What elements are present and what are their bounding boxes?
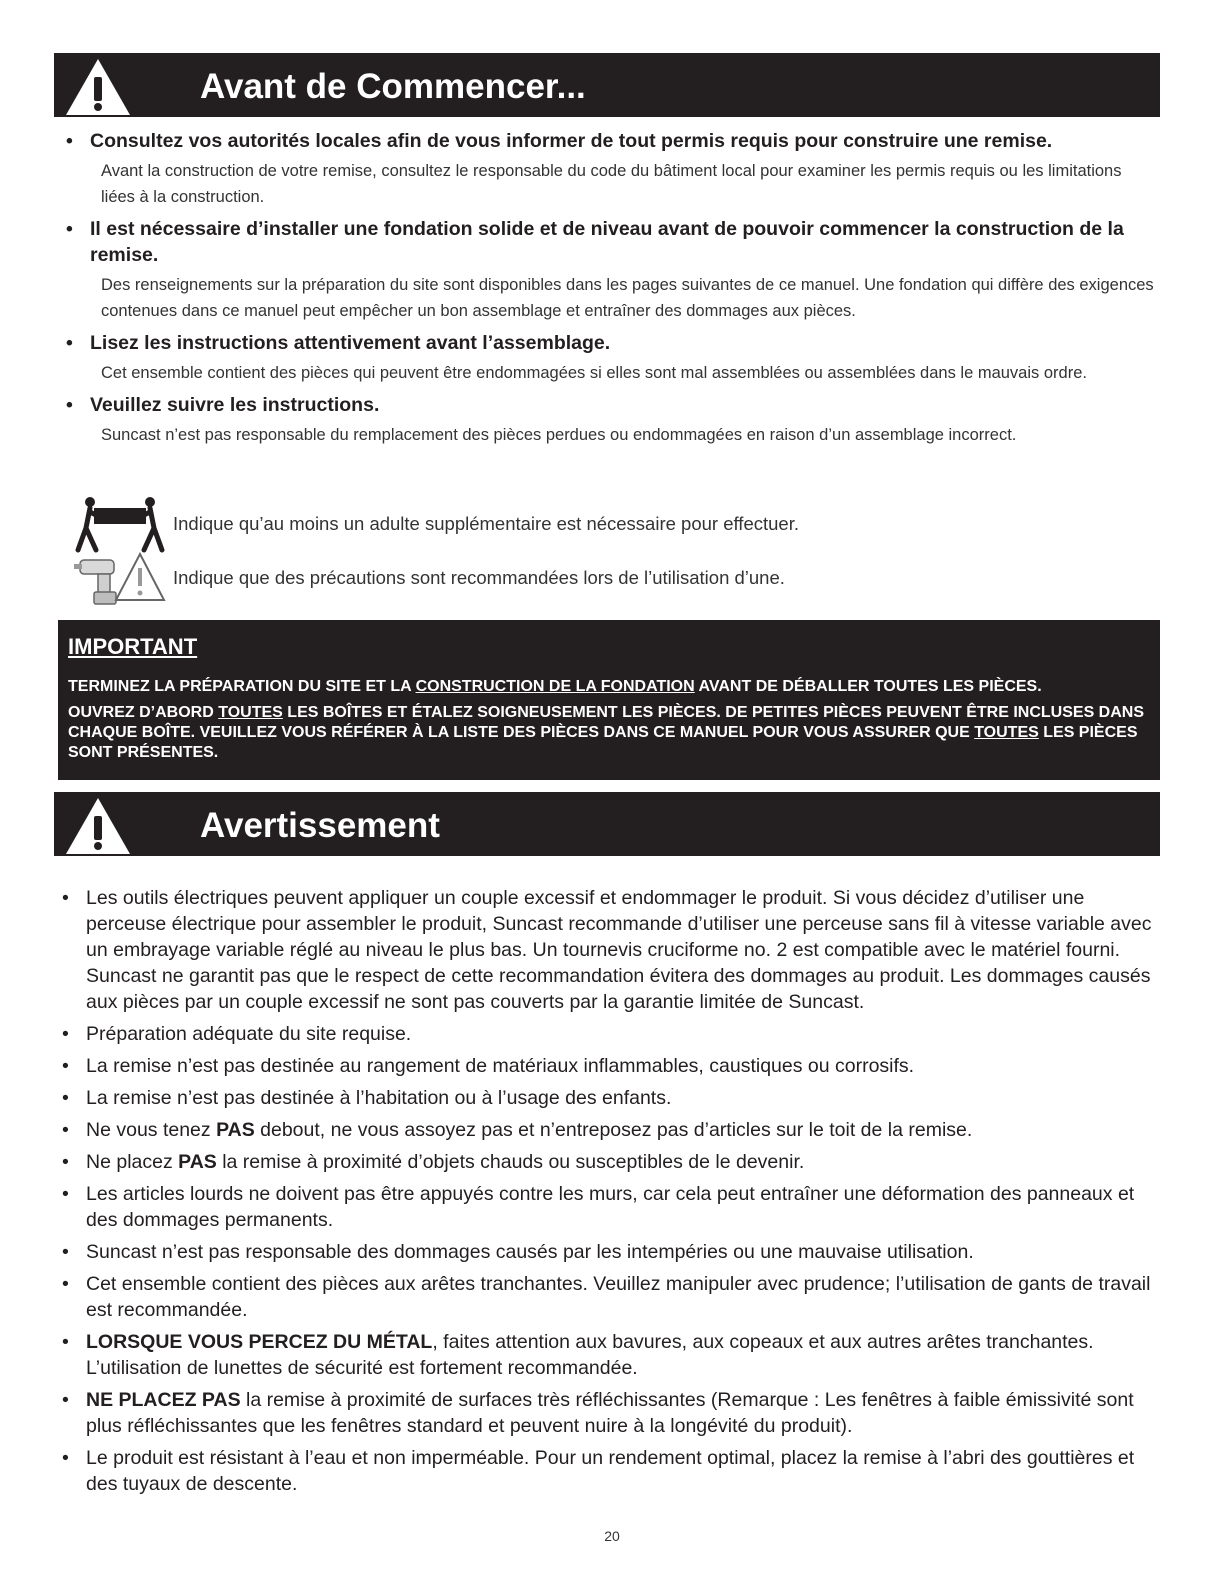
important-text: AVANT DE DÉBALLER TOUTES LES PIÈCES. (694, 678, 1042, 695)
item-heading: Consultez vos autorités locales afin de vous informer de tout permis requis pour construire une remise. (90, 130, 1053, 152)
bullet: • (62, 1241, 69, 1263)
important-line-2 (68, 703, 1150, 763)
bullet: • (62, 1119, 69, 1141)
warning-emphasis: PAS (178, 1151, 217, 1173)
warning-text: Ne vous tenez (86, 1119, 217, 1141)
list-item (62, 1239, 1162, 1265)
warning-text: Le produit est résistant à l’eau et non imperméable. Pour un rendement optimal, placez la remise à l’abri des gouttières et des tuyaux de descente. (86, 1447, 1135, 1495)
item-body: Suncast n’est pas responsable du remplacement des pièces perdues ou endommagées en raison d’un assemblage incorrect. (101, 426, 1017, 444)
warning-text: La remise n’est pas destinée au rangement de matériaux inflammables, caustiques ou corrosifs. (86, 1055, 915, 1077)
bullet: • (62, 1151, 69, 1173)
warning-text: la remise à proximité de surfaces très réfléchissantes (Remarque : Les fenêtres à faible émissivité sont plus réfléchissantes que les fenêtres standard et peuvent nuire à la longévité du produit). (86, 1389, 1134, 1437)
list-item (62, 1387, 1162, 1439)
item-body: Des renseignements sur la préparation du site sont disponibles dans les pages suivantes de ce manuel. Une fondation qui diffère des exigences contenues dans ce manuel peut empêcher un bon assemblage et entraîner des dommages aux pièces. (101, 276, 1154, 320)
important-underlined: TOUTES (974, 724, 1039, 741)
warning-text: Les articles lourds ne doivent pas être appuyés contre les murs, car cela peut entraîner une déformation des panneaux et des dommages permanents. (86, 1183, 1135, 1231)
warning-triangle-icon (64, 55, 132, 117)
bullet: • (66, 332, 73, 354)
bullet: • (62, 1055, 69, 1077)
bullet: • (66, 130, 73, 152)
bullet: • (62, 1331, 69, 1353)
warning-text: Les outils électriques peuvent appliquer un couple excessif et endommager le produit. Si vous décidez d’utiliser une perceuse électrique pour assembler le produit, Suncast recommande d’utiliser une perceuse sans fil à vitesse variable avec un embrayage variable réglé au niveau le plus bas. Un tournevis cruciforme no. 2 est compatible avec le matériel fourni. Suncast ne garantit pas que le respect de cette recommandation évitera des dommages au produit. Les dommages causés aux pièces par un couple excessif ne sont pas couverts par la garantie limitée de Suncast. (86, 887, 1152, 1013)
bullet: • (66, 218, 73, 240)
two-person-note (74, 494, 1154, 554)
list-item (62, 1149, 1162, 1175)
list-item (62, 1329, 1162, 1381)
list-item (62, 885, 1162, 1015)
page-title: Avant de Commencer... (200, 67, 586, 106)
drill-caution-note-text: Indique que des précautions sont recommandées lors de l’utilisation d’une. (173, 567, 785, 588)
two-person-note-text: Indique qu’au moins un adulte supplémentaire est nécessaire pour effectuer. (173, 513, 799, 534)
list-item (66, 330, 1156, 386)
list-item (62, 1021, 1162, 1047)
bullet: • (62, 1447, 69, 1469)
bullet: • (62, 1087, 69, 1109)
bullet: • (66, 394, 73, 416)
item-heading: Il est nécessaire d’installer une fondation solide et de niveau avant de pouvoir commencer la construction de la remise. (90, 218, 1124, 266)
warning-emphasis: PAS (216, 1119, 255, 1141)
warning-text: Ne placez (86, 1151, 179, 1173)
warning-banner (54, 792, 1160, 856)
warning-triangle-icon (64, 794, 132, 856)
drill-caution-note (74, 548, 1154, 608)
list-item (66, 128, 1156, 210)
warning-text: Suncast n’est pas responsable des dommages causés par les intempéries ou une mauvaise utilisation. (86, 1241, 974, 1263)
warning-emphasis: LORSQUE VOUS PERCEZ DU MÉTAL (86, 1331, 433, 1353)
important-text: LES PIÈCES SONT PRÉSENTES. (68, 724, 1138, 761)
list-item (62, 1085, 1162, 1111)
important-notice (58, 620, 1160, 780)
warning-text: , faites attention aux bavures, aux copeaux et aux autres arêtes tranchantes. L’utilisation de lunettes de sécurité est fortement recommandée. (86, 1331, 1094, 1379)
list-item (62, 1117, 1162, 1143)
list-item (62, 1445, 1162, 1497)
warning-list (62, 885, 1162, 1503)
warning-text: la remise à proximité d’objets chauds ou susceptibles de le devenir. (216, 1151, 805, 1173)
warning-emphasis: NE PLACEZ PAS (86, 1389, 241, 1411)
list-item (62, 1053, 1162, 1079)
drill-caution-icon (74, 548, 168, 608)
warning-text: Cet ensemble contient des pièces aux arêtes tranchantes. Veuillez manipuler avec prudence; l’utilisation de gants de travail est recommandée. (86, 1273, 1151, 1321)
important-underlined: TOUTES (218, 704, 283, 721)
bullet: • (62, 1023, 69, 1045)
list-item (66, 216, 1156, 324)
important-title: IMPORTANT (68, 634, 198, 659)
bullet: • (62, 887, 69, 909)
list-item (66, 392, 1156, 448)
bullet: • (62, 1273, 69, 1295)
page-number: 20 (604, 1528, 620, 1544)
warning-text: debout, ne vous assoyez pas et n’entreposez pas d’articles sur le toit de la remise. (254, 1119, 973, 1141)
bullet: • (62, 1389, 69, 1411)
important-text: TERMINEZ LA PRÉPARATION DU SITE ET LA (68, 678, 416, 695)
important-text: OUVREZ D’ABORD (68, 704, 219, 721)
important-text: LES BOÎTES ET ÉTALEZ SOIGNEUSEMENT LES PIÈCES. DE PETITES PIÈCES PEUVENT ÊTRE INCLUSES DANS CHAQUE BOÎTE. VEUILLEZ VOUS RÉFÉRER À LA LISTE DES PIÈCES DANS CE MANUEL POUR VOUS ASSURER QUE (68, 704, 1145, 741)
warning-text: Préparation adéquate du site requise. (86, 1023, 412, 1045)
two-person-lift-icon (74, 494, 168, 554)
before-list (66, 128, 1156, 454)
warning-title: Avertissement (200, 806, 440, 845)
list-item (62, 1271, 1162, 1323)
bullet: • (62, 1183, 69, 1205)
important-line-1 (68, 677, 1150, 697)
item-heading: Veuillez suivre les instructions. (90, 394, 380, 416)
item-body: Avant la construction de votre remise, consultez le responsable du code du bâtiment local pour examiner les permis requis ou les limitations liées à la construction. (101, 162, 1122, 206)
list-item (62, 1181, 1162, 1233)
header-banner (54, 53, 1160, 117)
warning-text: La remise n’est pas destinée à l’habitation ou à l’usage des enfants. (86, 1087, 672, 1109)
important-underlined: CONSTRUCTION DE LA FONDATION (415, 678, 695, 695)
item-heading: Lisez les instructions attentivement avant l’assemblage. (90, 332, 611, 354)
item-body: Cet ensemble contient des pièces qui peuvent être endommagées si elles sont mal assemblées ou assemblées dans le mauvais ordre. (101, 364, 1087, 382)
